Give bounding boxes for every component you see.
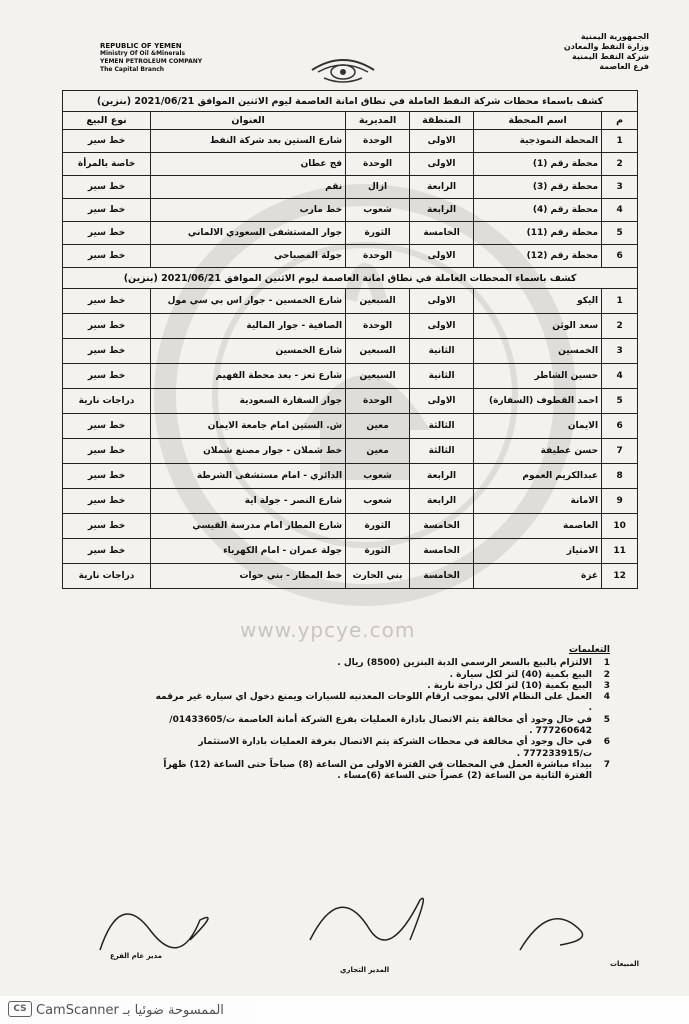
table-cell: خط مارب xyxy=(151,199,346,222)
table-cell: 3 xyxy=(602,339,638,364)
table-cell: ش. الستين امام جامعة الايمان xyxy=(151,414,346,439)
table-cell: الخامسة xyxy=(410,564,474,589)
table-cell: الثانية xyxy=(410,364,474,389)
table-cell: المحطة النموذجية xyxy=(474,130,602,153)
table-cell: 8 xyxy=(602,464,638,489)
col-header: العنوان xyxy=(151,112,346,130)
table-cell: الصافية - جوار المالية xyxy=(151,314,346,339)
table-cell: خط سير xyxy=(63,439,151,464)
instruction-item xyxy=(150,760,610,771)
instruction-text: بيداء مباشرة العمل في المحطات في الفترة الاولى من الساعة (8) صباحاً حتى الساعة (12) ظهراً xyxy=(163,759,592,770)
table-cell: عبدالكريم العموم xyxy=(474,464,602,489)
table-cell: سعد الوثن xyxy=(474,314,602,339)
instruction-text: الالتزام بالبيع بالسعر الرسمي الدبة البنزين (8500) ريال . xyxy=(337,658,592,669)
signature-commercial-manager: المدير التجاري xyxy=(340,966,390,974)
table-cell: نقم xyxy=(151,176,346,199)
table-cell: خط سير xyxy=(63,222,151,245)
instruction-item xyxy=(150,737,610,760)
table1-body xyxy=(63,130,638,268)
table-row xyxy=(63,439,638,464)
table-cell: شارع تعز - بعد محطة الفهيم xyxy=(151,364,346,389)
table-row xyxy=(63,389,638,414)
header-line: The Capital Branch xyxy=(100,66,165,73)
table-cell: السبعين xyxy=(346,339,410,364)
signature-scribbles xyxy=(80,870,600,980)
instructions-title: التعليمات xyxy=(568,645,610,655)
table-cell: الرابعة xyxy=(410,489,474,514)
table-cell: 10 xyxy=(602,514,638,539)
table-cell: الخامسة xyxy=(410,539,474,564)
table-cell: محطة رقم (1) xyxy=(474,153,602,176)
table-row xyxy=(63,339,638,364)
table-cell: الدائري - امام مستشفى الشرطة xyxy=(151,464,346,489)
instruction-text: البيع بكمية (10) لتر لكل دراجة نارية . xyxy=(427,680,592,691)
table-cell: جوار السفارة السعودية xyxy=(151,389,346,414)
table-cell: شارع النصر - جولة اية xyxy=(151,489,346,514)
table-cell: خط سير xyxy=(63,289,151,314)
col-header: م xyxy=(602,112,638,130)
table-cell: السبعين xyxy=(346,289,410,314)
table-cell: 4 xyxy=(602,199,638,222)
table-cell: الرابعة xyxy=(410,199,474,222)
table-cell: الاولى xyxy=(410,153,474,176)
table-cell: الامتياز xyxy=(474,539,602,564)
table-cell: خط سير xyxy=(63,314,151,339)
table-cell: الثورة xyxy=(346,539,410,564)
table-cell: 6 xyxy=(602,245,638,268)
camscanner-footer xyxy=(0,996,689,1024)
instruction-number: 4 xyxy=(603,692,610,703)
table-cell: الوحدة xyxy=(346,245,410,268)
table-cell: شارع الخمسين - جوار اس بي سي مول xyxy=(151,289,346,314)
table-row xyxy=(63,564,638,589)
instruction-item xyxy=(150,658,610,669)
table-cell: السبعين xyxy=(346,364,410,389)
table-row xyxy=(63,176,638,199)
table-cell: شارع المطار امام مدرسة القيسي xyxy=(151,514,346,539)
instruction-text: العمل على النظام الالي بموجب ارقام اللوحات المعدنيه للسيارات ويمنع دخول اي سياره غير مرقمه . xyxy=(155,692,592,714)
table-cell: خط سير xyxy=(63,539,151,564)
stations-table xyxy=(62,90,638,589)
table-row xyxy=(63,289,638,314)
camscanner-logo-icon: CS xyxy=(8,1001,32,1017)
instruction-text: في حال وجود أي مخالفة في محطات الشركة يتم الاتصال بغرفة العمليات بادارة الاستثمار ت/777233915 . xyxy=(198,737,592,759)
instruction-number: 2 xyxy=(603,669,610,680)
table-cell: 9 xyxy=(602,489,638,514)
instruction-item xyxy=(150,681,610,692)
table1-title: كشف باسماء محطات شركة النفط العاملة في نطاق امانة العاصمة ليوم الاثنين الموافق 2021/06/21 (بنزين) xyxy=(63,91,638,112)
table-cell: حسن عطيفة xyxy=(474,439,602,464)
table-cell: الوحدة xyxy=(346,153,410,176)
table-row xyxy=(63,514,638,539)
col-header: اسم المحطة xyxy=(474,112,602,130)
table-cell: الايمان xyxy=(474,414,602,439)
table-cell: الثورة xyxy=(346,222,410,245)
table-cell: خط سير xyxy=(63,489,151,514)
instruction-number: 5 xyxy=(603,714,610,725)
header-line: YEMEN PETROLEUM COMPANY xyxy=(100,58,203,65)
table-row xyxy=(63,314,638,339)
signature-sales: المبيعات xyxy=(610,960,640,968)
table-cell: شعوب xyxy=(346,489,410,514)
table-row xyxy=(63,464,638,489)
table-cell: شارع الستين بعد شركة النفط xyxy=(151,130,346,153)
table-cell: شارع الخمسين xyxy=(151,339,346,364)
table-cell: شعوب xyxy=(346,199,410,222)
table2-body xyxy=(63,289,638,589)
table-row xyxy=(63,130,638,153)
table-row xyxy=(63,222,638,245)
instruction-item xyxy=(150,692,610,715)
table2-title: كشف باسماء المحطات العاملة في نطاق امانة العاصمة ليوم الاثنين الموافق 2021/06/21 (بنزين) xyxy=(63,268,638,289)
header-line: الجمهورية اليمنية xyxy=(580,32,649,41)
table-cell: الوحدة xyxy=(346,314,410,339)
instructions-list xyxy=(150,658,610,782)
header-line: شركة النفط اليمنية xyxy=(571,52,649,61)
table-cell: خط سير xyxy=(63,130,151,153)
table-cell: الثانية xyxy=(410,339,474,364)
col-header: المنطقة xyxy=(410,112,474,130)
table-row xyxy=(63,199,638,222)
table-cell: الرابعة xyxy=(410,464,474,489)
camscanner-text: الممسوحة ضوئيا بـ CamScanner xyxy=(36,1003,224,1018)
table-cell: 2 xyxy=(602,314,638,339)
table-cell: فج عطان xyxy=(151,153,346,176)
table-cell: 5 xyxy=(602,222,638,245)
table-cell: خط المطار - بني حوات xyxy=(151,564,346,589)
table-cell: الاولى xyxy=(410,130,474,153)
table-cell: جولة عمران - امام الكهرباء xyxy=(151,539,346,564)
table-cell: خط سير xyxy=(63,176,151,199)
table-cell: خط سير xyxy=(63,464,151,489)
table-cell: احمد القطوف (السفارة) xyxy=(474,389,602,414)
instruction-number: 1 xyxy=(603,658,610,669)
instruction-number: 6 xyxy=(603,737,610,748)
header-line: Ministry Of Oil &Minerals xyxy=(100,50,186,57)
table-cell: خط سير xyxy=(63,364,151,389)
header-arabic-block xyxy=(529,32,649,72)
table-row xyxy=(63,414,638,439)
table-cell: 11 xyxy=(602,539,638,564)
table-row xyxy=(63,245,638,268)
table-cell: الخامسة xyxy=(410,514,474,539)
table-cell: معين xyxy=(346,414,410,439)
instruction-item xyxy=(150,771,610,782)
col-header: المديرية xyxy=(346,112,410,130)
instruction-number: 7 xyxy=(603,759,610,770)
col-header: نوع البيع xyxy=(63,112,151,130)
table-cell: الاولى xyxy=(410,314,474,339)
table-cell: بني الحارث xyxy=(346,564,410,589)
table-cell: غزة xyxy=(474,564,602,589)
table-cell: الاولى xyxy=(410,245,474,268)
instruction-text: البيع بكمية (40) لتر لكل سيارة . xyxy=(449,669,592,680)
table-cell: الاولى xyxy=(410,389,474,414)
table-cell: 5 xyxy=(602,389,638,414)
table-cell: خط سير xyxy=(63,339,151,364)
table-cell: خط سير xyxy=(63,245,151,268)
header-line: وزارة النفط والمعادن xyxy=(563,42,649,51)
header-english-block xyxy=(100,42,202,74)
table-cell: العاصمة xyxy=(474,514,602,539)
instruction-item xyxy=(150,715,610,738)
table-row xyxy=(63,539,638,564)
table-cell: محطة رقم (3) xyxy=(474,176,602,199)
table-cell: الاولى xyxy=(410,289,474,314)
table-cell: جولة المصباحي xyxy=(151,245,346,268)
table-cell: 7 xyxy=(602,439,638,464)
table-cell: الوحدة xyxy=(346,130,410,153)
table-row xyxy=(63,489,638,514)
table-cell: خط شملان - جوار مصنع شملان xyxy=(151,439,346,464)
table-cell: الامانة xyxy=(474,489,602,514)
table-cell: محطة رقم (4) xyxy=(474,199,602,222)
table-cell: 4 xyxy=(602,364,638,389)
table-cell: خط سير xyxy=(63,199,151,222)
table-cell: خط سير xyxy=(63,414,151,439)
signature-branch-manager: مدير عام الفرع xyxy=(110,952,162,960)
website-watermark: www.ypcye.com xyxy=(240,618,416,642)
table-cell: الخامسة xyxy=(410,222,474,245)
instruction-text: الفترة الثانية من الساعة (2) عصراً حتى الساعة (6)مساء . xyxy=(337,771,592,782)
header-line: فرع العاصمة xyxy=(599,62,649,71)
table-cell: محطة رقم (11) xyxy=(474,222,602,245)
table-cell: الرابعة xyxy=(410,176,474,199)
table-cell: خط سير xyxy=(63,514,151,539)
table-cell: 12 xyxy=(602,564,638,589)
table-cell: 3 xyxy=(602,176,638,199)
table-cell: معين xyxy=(346,439,410,464)
table-cell: 1 xyxy=(602,289,638,314)
table-cell: دراجات نارية xyxy=(63,564,151,589)
instruction-item xyxy=(150,670,610,681)
table-cell: الثالثة xyxy=(410,439,474,464)
table-cell: محطة رقم (12) xyxy=(474,245,602,268)
table-row xyxy=(63,364,638,389)
table-cell: خاصة بالمرأة xyxy=(63,153,151,176)
instructions-block xyxy=(150,645,610,783)
table-cell: ازال xyxy=(346,176,410,199)
table-cell: الوحدة xyxy=(346,389,410,414)
table-cell: الخمسين xyxy=(474,339,602,364)
table-cell: 6 xyxy=(602,414,638,439)
stations-tables xyxy=(62,90,637,589)
table-cell: حسين الشاطر xyxy=(474,364,602,389)
table-cell: 1 xyxy=(602,130,638,153)
yemen-eagle-emblem xyxy=(310,48,376,88)
table-cell: الثالثة xyxy=(410,414,474,439)
table-row xyxy=(63,153,638,176)
instruction-number xyxy=(592,771,610,782)
table-cell: شعوب xyxy=(346,464,410,489)
table-cell: الثورة xyxy=(346,514,410,539)
instruction-text: في حال وجود أي مخالفة يتم الاتصال بادارة العمليات بفرع الشركة أمانة العاصمة ت/01433605/ 777260642 . xyxy=(169,714,592,737)
instruction-number: 3 xyxy=(603,680,610,691)
table-cell: 2 xyxy=(602,153,638,176)
table-cell: اليكو xyxy=(474,289,602,314)
header-line: REPUBLIC OF YEMEN xyxy=(100,42,182,50)
table-cell: دراجات نارية xyxy=(63,389,151,414)
table-cell: جوار المستشفى السعودي الالماني xyxy=(151,222,346,245)
